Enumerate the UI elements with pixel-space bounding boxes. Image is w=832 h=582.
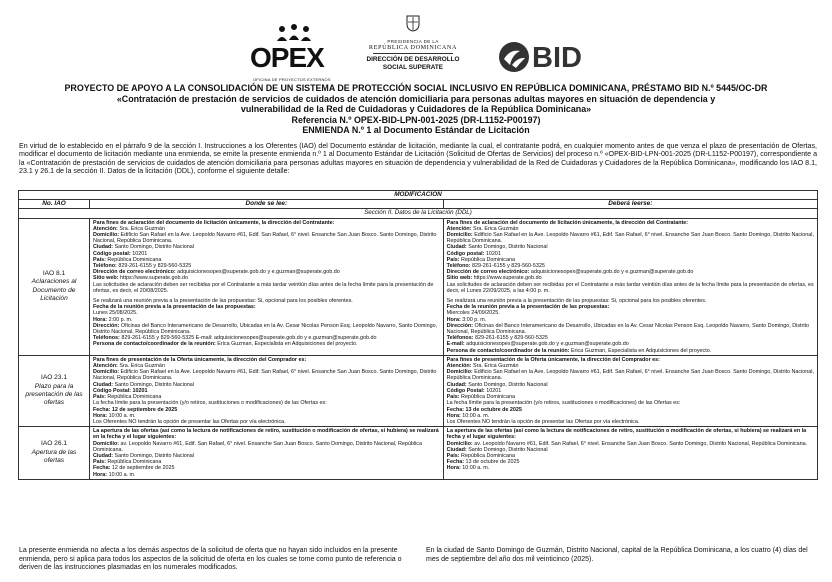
label: Teléfono: [446,263,471,270]
coat-of-arms-icon [404,14,422,32]
value: 12 de septiembre de 2025 [110,465,175,472]
label: Dirección: [93,322,120,329]
value: 13 de octubre de 2025 [464,459,520,466]
presidencia-line3: DIRECCIÓN DE DESARROLLO [366,56,460,63]
iao-cell [19,355,90,426]
value: Sra. Erica Guzmán [117,363,165,370]
bid-logo [496,38,606,78]
label: Sitio web: [93,275,119,282]
table-row [19,355,818,426]
value: Sra. Erica Guzmán [471,225,519,232]
label: Dirección de correo electrónico: [93,269,176,276]
after-cell [443,427,817,480]
value: 10201 [484,250,501,257]
col-header-before: Donde se lee: [90,200,444,209]
presidencia-logo [358,14,468,72]
value: Sra. Erica Guzmán [117,225,165,232]
text: La apertura de las ofertas (así como la lectura de notificaciones de retiro, sustitución o modificación de ofertas, si hubiera) se realizará en la fecha y el lugar siguientes: [93,428,439,441]
text: La apertura de las ofertas (así como la lectura de notificaciones de retiro, sustitución o modificación de ofertas, si hubiera) se realizará en la fecha y el lugar siguientes: [446,428,807,441]
label: Hora: [93,412,108,419]
label: Domicilio: [446,369,473,376]
value: av. Leopoldo Navarro #61, Edif. San Rafael, 6° nivel. Ensanche San Juan Bosco. Santo Domingo, Distrito Nacional, República Dominicana. [93,440,422,453]
label: Fecha: [93,465,111,472]
text: Las solicitudes de aclaración deben ser recibidas por el Contratante a más tardar veintiún días antes de la fecha límite para la presentación de ofertas, es decir, el 20/08/2025. [93,281,434,294]
text: Los Oferentes NO tendrán la opción de presentar las Ofertas por vía electrónica. [93,418,286,425]
text: Para fines de aclaración del documento de licitación únicamente, la dirección del Contratante: [446,219,689,226]
text: Se realizará una reunión previa a la presentación de las propuestas: Si, opcional para los posibles oferentes. [93,298,353,305]
opex-people-icon [274,24,314,42]
value: Sra. Erica Guzmán [471,363,519,370]
label: Domicilio: [446,440,473,447]
header-line-3: vulnerabilidad de la Red de Cuidadoras y Cuidadores de la República Dominicana» [240,104,592,114]
label: País: [93,256,106,263]
label: Atención: [446,225,472,232]
value: Edificio San Rafael en la Ave. Leopoldo Navarro #61, Edif. San Rafael, 6° nivel. Ensanche San Juan Bosco. Santo Domingo, Distrito Nacional, República Dominicana. [446,232,814,245]
label: Ciudad: [93,244,114,251]
label: País: [93,459,106,466]
text: Para fines de presentación de la Oferta únicamente, la dirección del Comprador es: [446,356,660,363]
value: 829-261-6155 y 829-560-5325 E-mail: adquisicionesopex@superate.gob.do y e.guzman@superate.gob.do [119,335,377,342]
date: Fecha: 13 de octubre de 2025 [446,406,522,413]
col-header-no: No. IAO [19,200,90,209]
label: Código postal: [446,250,485,257]
iao-cell [19,218,90,355]
label: Domicilio: [93,440,120,447]
col-header-after: Deberá leerse: [443,200,817,209]
value: https://www.superate.gob.do [472,275,542,282]
value: av. Leopoldo Navarro #61, Edif. San Rafael, 6° nivel. Ensanche San Juan Bosco. Santo Domingo, Distrito Nacional, República Dominicana. [472,440,808,447]
label: Ciudad: [446,381,467,388]
logo-divider [373,53,453,54]
label: Atención: [446,363,472,370]
label: Código Postal: [93,387,132,394]
header-line-1: PROYECTO DE APOYO A LA CONSOLIDACIÓN DE UN SISTEMA DE PROTECCIÓN SOCIAL INCLUSIVO EN REPÚBLICA DOMINICANA, PRÉSTAMO BID N.º 5445/OC-DR [64,83,768,93]
bid-wordmark: BID [532,42,582,74]
header-line-2: «Contratación de prestación de servicios de cuidados de atención domiciliaria para personas adultas mayores en situación de dependencia y [116,93,716,104]
section-label: Sección II. Datos de la Licitación (DDL) [19,209,818,218]
opex-subtitle: OFICINA DE PROYECTOS EXTERNOS [253,77,331,82]
value: 829-261-6155 y 829-560-5325 [470,263,545,270]
value: Oficinas del Banco Interamericano de Desarrollo, Ubicadas en la Av. Cesar Nicolas Penson Esq. Leopoldo Navarro, Santo Domingo, Distrito Nacional, República Dominicana. [446,322,810,336]
text: Fecha de la reunión previa a la presentación de las propuestas: [446,304,610,311]
text: Para fines de aclaración del documento de licitación únicamente, la dirección del Contratante: [93,219,335,226]
table-row [19,427,818,480]
label: Hora: [446,412,461,419]
iao-description: Aclaraciones al Documento de Licitación [31,278,77,303]
value: República Dominicana [459,256,515,263]
label: País: [446,452,460,459]
value: 10:00 a. m. [460,465,490,472]
text: Se realizará una reunión previa a la presentación de las propuestas: Si, opcional para los posibles oferentes. [446,298,707,305]
label: Domicilio: [93,369,120,376]
label: Dirección: [446,322,474,329]
header-amendment-title: ENMIENDA N.º 1 al Documento Estándar de Licitación [302,125,530,135]
label: País: [446,394,460,401]
opex-logo [250,24,335,82]
text: Lunes 25/08/2025. [93,310,138,317]
value: 10201 [484,387,502,394]
label: Persona de contacto/coordinador de la reunión: [93,341,216,348]
value: 829-261-6155 y 829-560-5325 [473,335,548,342]
header-reference: Referencia N.º OPEX-BID-LPN-001-2025 (DR-L1152-P00197) [291,114,541,125]
label: Atención: [93,225,118,232]
after-cell [443,355,817,426]
iao-cell [19,427,90,480]
value: República Dominicana [459,394,515,401]
label: Hora: [446,465,461,472]
iao-number: IAO 26.1 [40,440,68,448]
text: Los Oferentes NO tendrán la opción de presentar las Ofertas por vía electrónica. [446,418,640,425]
label: Ciudad: [446,446,467,453]
label: E-mail: [446,341,465,348]
value: Erica Guzman, Especialista en Adquisiciones del proyecto. [215,341,358,348]
text: La fecha límite para la presentación (y/o retiros, sustituciones o modificaciones) de las Ofertas es: [93,400,327,407]
label: Teléfonos: [446,335,474,342]
text: Para fines de presentación de la Oferta únicamente, la dirección del Comprador es: [93,356,307,363]
label: Teléfonos: [93,335,120,342]
value: 10:00 a. m. [460,412,490,419]
label: Teléfono: [93,263,117,270]
after-cell [443,218,817,355]
table-row [19,218,818,355]
opex-wordmark: OPEX [250,42,324,73]
text: Las solicitudes de aclaración deben ser recibidas por el Contratante a más tardar veintiún días antes de la fecha límite para la presentación de ofertas, es decir, el Lunes 22/09/2025, a las 4:00 p. m. [446,281,814,294]
iao-description: Plazo para la presentación de las ofertas [25,382,83,407]
value: República Dominicana [105,459,162,466]
value: Santo Domingo, Distrito Nacional [466,244,548,251]
label: Hora: [446,316,461,323]
presidencia-line1: PRESIDENCIA DE LA [387,39,439,44]
text: Miercoles 24/09/2025. [446,310,500,317]
before-cell [90,218,444,355]
label: Domicilio: [93,232,120,239]
value: 829-261-6155 y 829-560-5325 [116,263,192,270]
label: Hora: [93,471,108,478]
label: Código postal: [93,250,131,257]
label: País: [93,394,106,401]
footer-date: En la ciudad de Santo Domingo de Guzmán, Distrito Nacional, capital de la República Dominicana, a los cuatro (4) días del mes de septiembre del año dos mil veinticinco (2025). [426,547,808,563]
label: Fecha: [446,459,465,466]
presidencia-line4: SOCIAL SUPERATE [382,64,444,71]
date: Fecha: 12 de septiembre de 2025 [93,406,178,413]
value: adquisicionesopex@superate.gob.do y e.guzman@superate.gob.do [529,269,694,276]
value: 3:00 p. m. [460,316,487,323]
value: Santo Domingo, Distrito Nacional [113,381,194,388]
before-cell [90,355,444,426]
value: Erica Guzman, Especialista en Adquisiciones del proyecto. [569,347,712,354]
label: Sitio web: [446,275,473,282]
label: Ciudad: [93,452,114,459]
value: Santo Domingo, Distrito Nacional [113,244,194,251]
value: https://www.superate.gob.do [118,275,188,282]
value: 10201 [130,250,148,257]
value: República Dominicana [105,394,162,401]
table-title: MODIFICACION [19,191,818,200]
value: 10:00 a. m. [107,412,136,419]
text: Fecha de la reunión previa a la presentación de las propuestas: [93,304,256,311]
value: Santo Domingo, Distrito Nacional [113,452,194,459]
label: Domicilio: [446,232,473,239]
value: República Dominicana [459,452,515,459]
value: Edificio San Rafael en la Ave. Leopoldo Navarro #61, Edif. San Rafael, 6° nivel. Ensanche San Juan Bosco. Santo Domingo, Distrito Nacional, República Dominicana. [446,369,814,382]
document-header [0,83,832,136]
value: 2:00 p. m. [107,316,133,323]
label: Atención: [93,363,118,370]
value: Edificio San Rafael en la Ave. Leopoldo Navarro #61, Edif. San Rafael, 6° nivel. Ensanche San Juan Bosco. Santo Domingo, Distrito Nacional, República Dominicana. [93,232,437,245]
label: Ciudad: [446,244,467,251]
label: País: [446,256,460,263]
value: Oficinas del Banco Interamericano de Desarrollo, Ubicadas en la Av. Cesar Nicolas Penson Esq. Leopoldo Navarro, Santo Domingo, Distrito Nacional, República Dominicana. [93,322,438,336]
logo-bar [0,10,832,82]
value: adquisicionesopex@superate.gob.do y e.guzman@superate.gob.do [464,341,629,348]
iao-description: Apertura de las ofertas [31,448,77,465]
iao-number: IAO 23.1 [40,374,68,382]
label: Código Postal: [446,387,485,394]
label: Hora: [93,316,108,323]
value: adquisicionesopex@superate.gob.do y e.guzman@superate.gob.do [175,269,340,276]
value: Edificio San Rafael en la Ave. Leopoldo Navarro #61, Edif. San Rafael, 6° nivel. Ensanche San Juan Bosco. Santo Domingo, Distrito Nacional, República Dominicana. [93,369,437,382]
value: República Dominicana [105,256,162,263]
iao-number: IAO 8.1 [42,269,66,277]
label: Ciudad: [93,381,114,388]
label: Persona de contacto/coordinador de la reunión: [446,347,570,354]
value: 10:00 a. m. [107,471,136,478]
intro-paragraph: En virtud de lo establecido en el párrafo 9 de la sección I. Instrucciones a los Oferentes (IAO) del Documento estándar de licitación, mediante la cual, el contratante podrá, en cualquier momento antes de que venza el plazo de presentación de Ofertas, modificar el documento de licitación mediante una enmienda, se emite la presente enmienda n.º 1 al Documento Estándar de Licitación (Solicitud de Ofertas de Servicios) del proceso n.º «OPEX-BID-LPN-001-2025 (DR-L1152-P00197), correspondiente a la «Contratación de prestación de servicios de cuidados de atención domiciliaria para personas adultas mayores en situación de dependencia y vulnerabilidad de la Red de Cuidadoras y Cuidadores de la República Dominicana», modificando los IAO 8.1, 23.1 y 26.1 de la sección II. Datos de la licitación (DDL), conforme el siguiente detalle: [19,142,818,176]
value: 10201 [131,387,148,394]
value: Santo Domingo, Distrito Nacional [466,381,548,388]
text: La fecha límite para la presentación (y/o retiros, sustituciones o modificaciones) de las Ofertas es: [446,400,681,407]
before-cell [90,427,444,480]
amendment-table [18,190,818,480]
presidencia-line2: REPÚBLICA DOMINICANA [368,44,458,51]
bid-emblem-icon [498,41,530,73]
value: Santo Domingo, Distrito Nacional [466,446,548,453]
footer-note: La presente enmienda no afecta a los demás aspectos de la solicitud de oferta que no hayan sido incluidos en la presente enmienda, pero si aplica para todos los aspectos de la solicitud de oferta en los cuales se tome como punto de referencia o deriven de las instrucciones plasmadas en los numerales modificados. [19,547,402,572]
label: Dirección de correo electrónico: [446,269,530,276]
